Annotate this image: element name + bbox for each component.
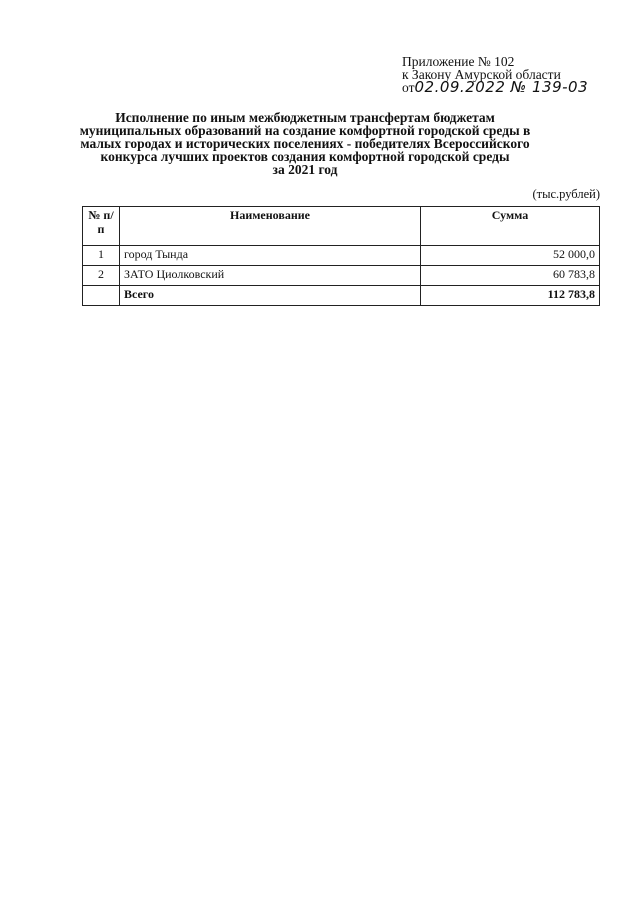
appendix-number: Приложение № 102 bbox=[402, 54, 515, 69]
table-total-row bbox=[83, 286, 600, 306]
row-name: город Тында bbox=[120, 246, 421, 266]
header-sum: Сумма bbox=[421, 207, 600, 246]
appendix-header bbox=[402, 55, 588, 94]
total-sum: 112 783,8 bbox=[421, 286, 600, 306]
table-header-row bbox=[83, 207, 600, 246]
total-label: Всего bbox=[120, 286, 421, 306]
table-row bbox=[83, 246, 600, 266]
row-sum: 52 000,0 bbox=[421, 246, 600, 266]
row-name: ЗАТО Циолковский bbox=[120, 266, 421, 286]
title-line-1: Исполнение по иным межбюджетным трансфертам бюджетам bbox=[115, 110, 495, 125]
units-label: (тыс.рублей) bbox=[532, 187, 600, 201]
table-row bbox=[83, 266, 600, 286]
appendix-date-prefix: от bbox=[402, 80, 415, 95]
handwritten-date-number: 02.09.2022 № 139-03 bbox=[414, 78, 589, 96]
appendix-date-line bbox=[402, 78, 589, 96]
row-number: 2 bbox=[83, 266, 120, 286]
header-number: № п/п bbox=[83, 207, 120, 246]
total-number bbox=[83, 286, 120, 306]
row-number: 1 bbox=[83, 246, 120, 266]
document-title bbox=[70, 111, 540, 176]
transfers-table bbox=[82, 206, 600, 306]
title-line-3: малых городах и исторических поселениях - победителях Всероссийского bbox=[80, 136, 530, 151]
row-sum: 60 783,8 bbox=[421, 266, 600, 286]
title-line-2: муниципальных образований на создание комфортной городской среды в bbox=[79, 123, 531, 138]
title-line-4: конкурса лучших проектов создания комфортной городской среды bbox=[100, 149, 510, 164]
appendix-law-reference: к Закону Амурской области bbox=[402, 67, 561, 82]
header-name: Наименование bbox=[120, 207, 421, 246]
title-line-5: за 2021 год bbox=[272, 162, 338, 177]
